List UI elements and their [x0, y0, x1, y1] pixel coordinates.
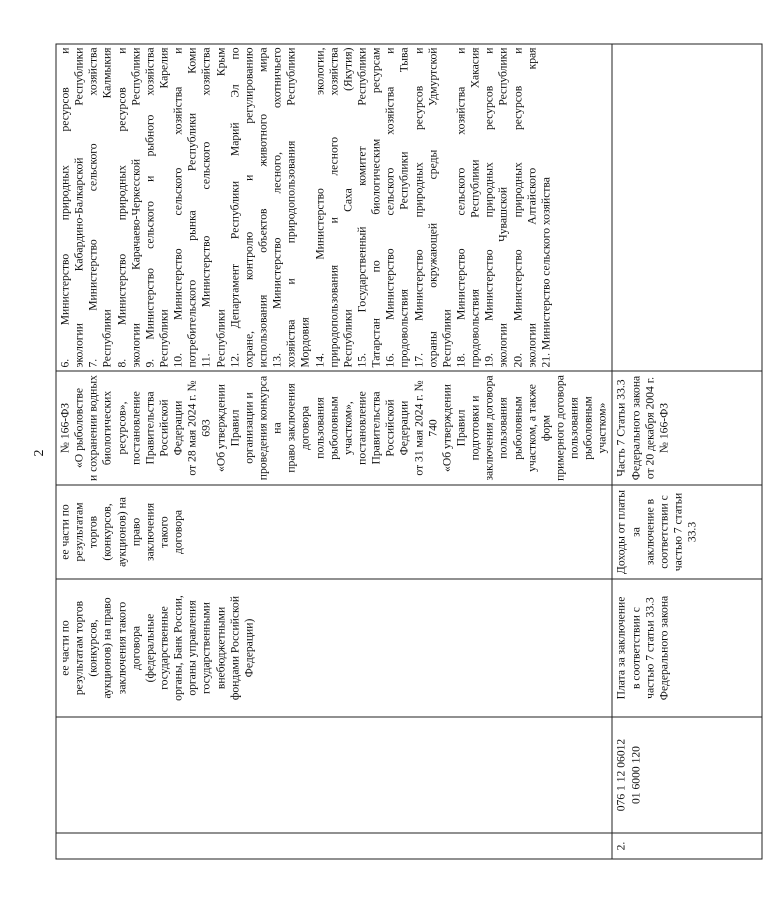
- list-item-line: Республики Крым: [214, 47, 228, 368]
- description-cell: [612, 485, 762, 579]
- page-number: 2: [32, 449, 47, 457]
- cell-text-line: Правительства: [369, 391, 383, 465]
- list-item-line: хозяйства и природопользования Республики: [284, 47, 298, 368]
- cell-text-line: право заключения: [284, 383, 298, 473]
- list-item-line: 16. Министерство сельского хозяйства и: [383, 47, 397, 368]
- cell-text-line: Правил: [454, 409, 468, 447]
- cell-text-line: № 166-ФЗ: [657, 402, 671, 454]
- cell-text-line: результатам торгов: [72, 502, 100, 562]
- list-item-line: охране, контролю и регулированию: [242, 47, 256, 368]
- row-number-cell: 2.: [612, 833, 762, 859]
- cell-text-line: ее части по: [58, 504, 72, 560]
- cell-text-line: заключение в: [643, 498, 657, 566]
- cell-text-line: «О рыболовстве: [72, 388, 86, 468]
- cell-text-line: заключения такого: [115, 601, 129, 695]
- cell-text-line: органы управления: [185, 600, 199, 696]
- cell-text-line: Плата за заключение: [614, 596, 628, 700]
- cell-text-line: государственные: [157, 606, 171, 690]
- cell-text-line: в соответствии с: [629, 607, 643, 689]
- cell-text-line: фондами Российской: [228, 595, 242, 701]
- administrators-list-cell: [612, 44, 762, 371]
- legal-basis-cell: [612, 371, 762, 485]
- revenue-table: [56, 44, 763, 860]
- list-item-line: 7. Министерство сельского хозяйства: [86, 47, 100, 368]
- list-item-line: экологии Алтайского края: [525, 47, 539, 368]
- cell-text-line: «Об утверждении: [440, 384, 454, 472]
- code-cell: [56, 717, 612, 833]
- cell-text-line: соответствии с: [657, 495, 671, 569]
- cell-text-line: «Об утверждении: [214, 384, 228, 472]
- list-item-line: 14. Министерство экологии,: [313, 47, 327, 368]
- cell-text-line: рыболовным: [511, 396, 524, 460]
- cell-text-line: Правил: [228, 409, 242, 447]
- cell-text-line: договора: [129, 625, 143, 671]
- cell-text-line: пользования: [496, 397, 510, 459]
- cell-text-line: заключения договора: [482, 375, 496, 481]
- code-cell: [612, 717, 762, 833]
- list-item-line: 20. Министерство природных ресурсов и: [511, 47, 524, 368]
- cell-text-line: ее части по: [58, 620, 72, 676]
- cell-text-line: Федерации): [242, 618, 256, 678]
- cell-text-line: от 20 декабря 2004 г.: [643, 376, 657, 480]
- cell-text-line: внебюджетными: [214, 606, 228, 690]
- list-item-line: Республики Карелия: [157, 47, 171, 368]
- cell-text-line: аукционов) на право: [115, 497, 143, 567]
- cell-text-line: Доходы от платы за: [614, 489, 643, 575]
- cell-text-line: 076 1 12 06012: [614, 738, 628, 812]
- list-item-line: использования объектов животного мира: [256, 47, 270, 368]
- cell-text-line: постановление: [355, 391, 369, 465]
- list-item-line: экологии Кабардино-Балкарской Республики: [72, 47, 86, 368]
- list-item-line: 13. Министерство лесного, охотничьего: [270, 47, 284, 368]
- row-number-cell: [56, 833, 612, 859]
- list-item-line: 15. Государственный комитет Республики: [355, 47, 369, 368]
- cell-text-line: (конкурсов,: [86, 619, 100, 677]
- list-item-line: Татарстан по биологическим ресурсам: [369, 47, 383, 368]
- list-item-line: 9. Министерство сельского и рыбного хозяйства: [143, 47, 157, 368]
- cell-text-line: организации и: [242, 392, 256, 464]
- cell-text-line: государственными: [199, 602, 213, 694]
- table-row: [612, 44, 762, 859]
- rotated-table-frame: [56, 45, 699, 860]
- cell-text-line: Российской Федерации: [383, 399, 411, 457]
- cell-text-line: участком, а также форм: [525, 384, 553, 472]
- cell-text-line: (федеральные: [143, 613, 157, 683]
- cell-text-line: Федерального закона: [657, 595, 671, 701]
- list-item-line: 12. Департамент Республики Марий Эл по: [228, 47, 242, 368]
- name-cell: [612, 579, 762, 717]
- cell-text-line: от 31 мая 2024 г. № 740: [412, 380, 440, 476]
- list-item-line: экологии Чувашской Республики: [496, 47, 510, 368]
- cell-text-line: рыболовным участком»: [581, 396, 609, 460]
- cell-text-line: Часть 7 Статьи 33.3: [614, 379, 628, 477]
- cell-text-line: рыболовным: [327, 396, 341, 460]
- cell-text-line: № 166-ФЗ: [58, 402, 72, 454]
- list-item-line: охраны окружающей среды Удмуртской: [426, 47, 440, 368]
- cell-text-line: органы, Банк России,: [171, 595, 185, 701]
- cell-text-line: договора: [171, 509, 185, 555]
- cell-text-line: частью 7 статьи 33.3: [671, 492, 699, 572]
- list-item-line: потребительского рынка Республики Коми: [185, 47, 199, 368]
- list-item-line: продовольствия Республики Хакасия: [468, 47, 482, 368]
- description-cell: [56, 485, 612, 579]
- cell-text-line: (конкурсов,: [100, 503, 114, 561]
- cell-text-line: и сохранении водных: [86, 375, 100, 481]
- cell-text-line: подготовки и: [468, 395, 482, 461]
- cell-text-line: проведения конкурса на: [256, 375, 284, 481]
- cell-text-line: постановление: [129, 391, 143, 465]
- cell-text-line: от 28 мая 2024 г. № 693: [185, 380, 213, 476]
- cell-text-line: аукционов) на право: [100, 597, 114, 699]
- cell-text-line: участком»,: [341, 401, 355, 455]
- list-item-line: 10. Министерство сельского хозяйства и: [171, 47, 185, 368]
- legal-basis-cell: [56, 371, 612, 485]
- cell-text-line: пользования: [567, 397, 581, 459]
- cell-text-line: заключения такого: [143, 502, 171, 562]
- list-item-line: 17. Министерство природных ресурсов и: [412, 47, 426, 368]
- cell-text-line: Федерального закона: [629, 375, 643, 481]
- table-row: [56, 44, 612, 859]
- list-item-line: Мордовия: [298, 317, 312, 368]
- cell-text-line: Российской Федерации: [157, 399, 185, 457]
- cell-text-line: примерного договора: [553, 375, 567, 481]
- cell-text-line: ресурсов»,: [115, 401, 129, 455]
- list-item-line: Республики Саха (Якутия): [341, 47, 355, 368]
- cell-text-line: результатам торгов: [72, 600, 86, 696]
- list-item-line: 18. Министерство сельского хозяйства и: [454, 47, 468, 368]
- list-item-line: природопользования и лесного хозяйства: [327, 47, 341, 368]
- cell-text-line: биологических: [100, 390, 114, 466]
- name-cell: [56, 579, 612, 717]
- cell-text-line: договора пользования: [298, 397, 327, 459]
- cell-text-line: Правительства: [143, 391, 157, 465]
- list-item-line: 11. Министерство сельского хозяйства: [199, 47, 213, 368]
- list-item-line: экологии Карачаево-Черкесской Республики: [129, 47, 143, 368]
- cell-text-line: частью 7 статьи 33.3: [643, 597, 657, 699]
- administrators-list-cell: [56, 44, 612, 371]
- list-item-line: 6. Министерство природных ресурсов и: [58, 47, 72, 368]
- list-item-line: продовольствия Республики Тыва: [397, 47, 411, 368]
- cell-text-line: 01 6000 120: [629, 746, 643, 804]
- list-item-line: 21. Министерство сельского хозяйства: [539, 177, 553, 368]
- list-item-line: Республики: [440, 309, 454, 368]
- list-item-line: 8. Министерство природных ресурсов и: [115, 47, 129, 368]
- list-item-line: Республики Калмыкия: [100, 47, 114, 368]
- list-item-line: 19. Министерство природных ресурсов и: [482, 47, 496, 368]
